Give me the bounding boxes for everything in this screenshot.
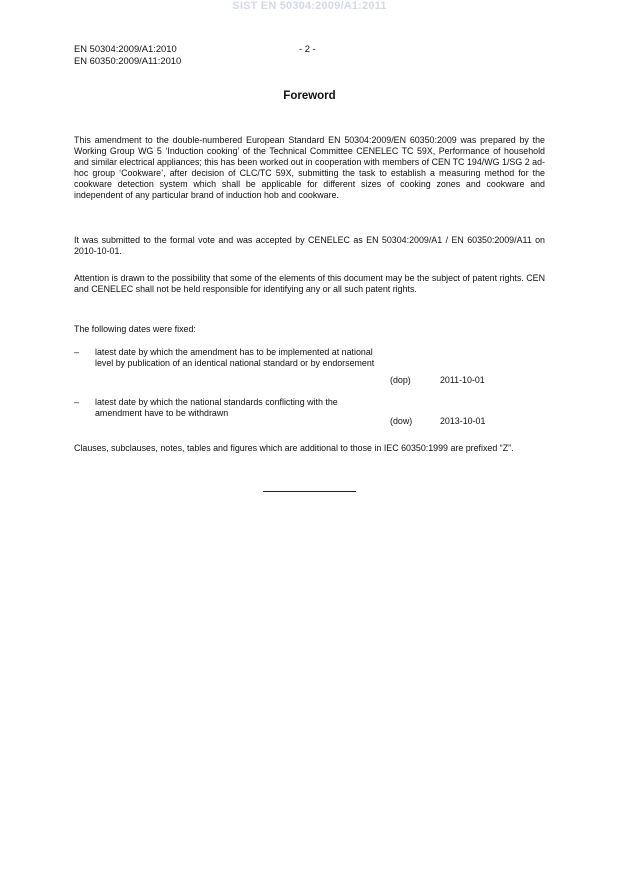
- watermark: SIST EN 50304:2009/A1:2011: [232, 0, 387, 12]
- date-value: 2011-10-01: [440, 375, 485, 385]
- date-code: (dop): [390, 375, 411, 385]
- end-rule: [263, 491, 356, 492]
- list-dash: –: [74, 397, 79, 407]
- paragraph-vote: It was submitted to the formal vote and was accepted by CENELEC as EN 50304:2009/A1 / EN 60350:2009/A11 on 2010-10-01.: [74, 235, 545, 256]
- header-standard-2: EN 60350:2009/A11:2010: [74, 54, 182, 66]
- date-item-text: latest date by which the national standards conflicting with the amendment have to be withdrawn: [95, 397, 338, 418]
- header-standard-1: EN 50304:2009/A1:2010: [74, 43, 177, 54]
- paragraph-dates-intro: The following dates were fixed:: [74, 324, 196, 334]
- list-dash: –: [74, 347, 79, 357]
- paragraph-closing: Clauses, subclauses, notes, tables and figures which are additional to those in IEC 60350:1999 are prefixed “Z”.: [74, 443, 514, 453]
- paragraph-patent: Attention is drawn to the possibility that some of the elements of this document may be the subject of patent rights. CEN and CENELEC shall not be held responsible for identifying any or all such patent rights.: [74, 273, 545, 294]
- document-header: [74, 43, 181, 66]
- paragraph-intro: This amendment to the double-numbered European Standard EN 50304:2009/EN 60350:2009 was prepared by the Working Group WG 5 ‘Induction cooking’ of the Technical Committee CENELEC TC 59X, Performance of household and similar electrical appliances; this has been worked out in cooperation with members of CEN TC 194/WG 1/SG 2 ad-hoc group ‘Cookware’, after decision of CLC/TC 59X, submitting the task to establish a measuring method for the cookware detection system which shall be applicable for different sizes of cooking zones and cookware and independent of any particular brand of induction hob and cookware.: [74, 135, 545, 200]
- section-title: Foreword: [283, 90, 336, 102]
- date-value: 2013-10-01: [440, 416, 486, 426]
- date-code: (dow): [390, 416, 413, 426]
- date-item-text: latest date by which the amendment has to be implemented at national level by publication of an identical national standard or by endorsement: [95, 347, 375, 368]
- page-number: - 2 -: [299, 43, 316, 54]
